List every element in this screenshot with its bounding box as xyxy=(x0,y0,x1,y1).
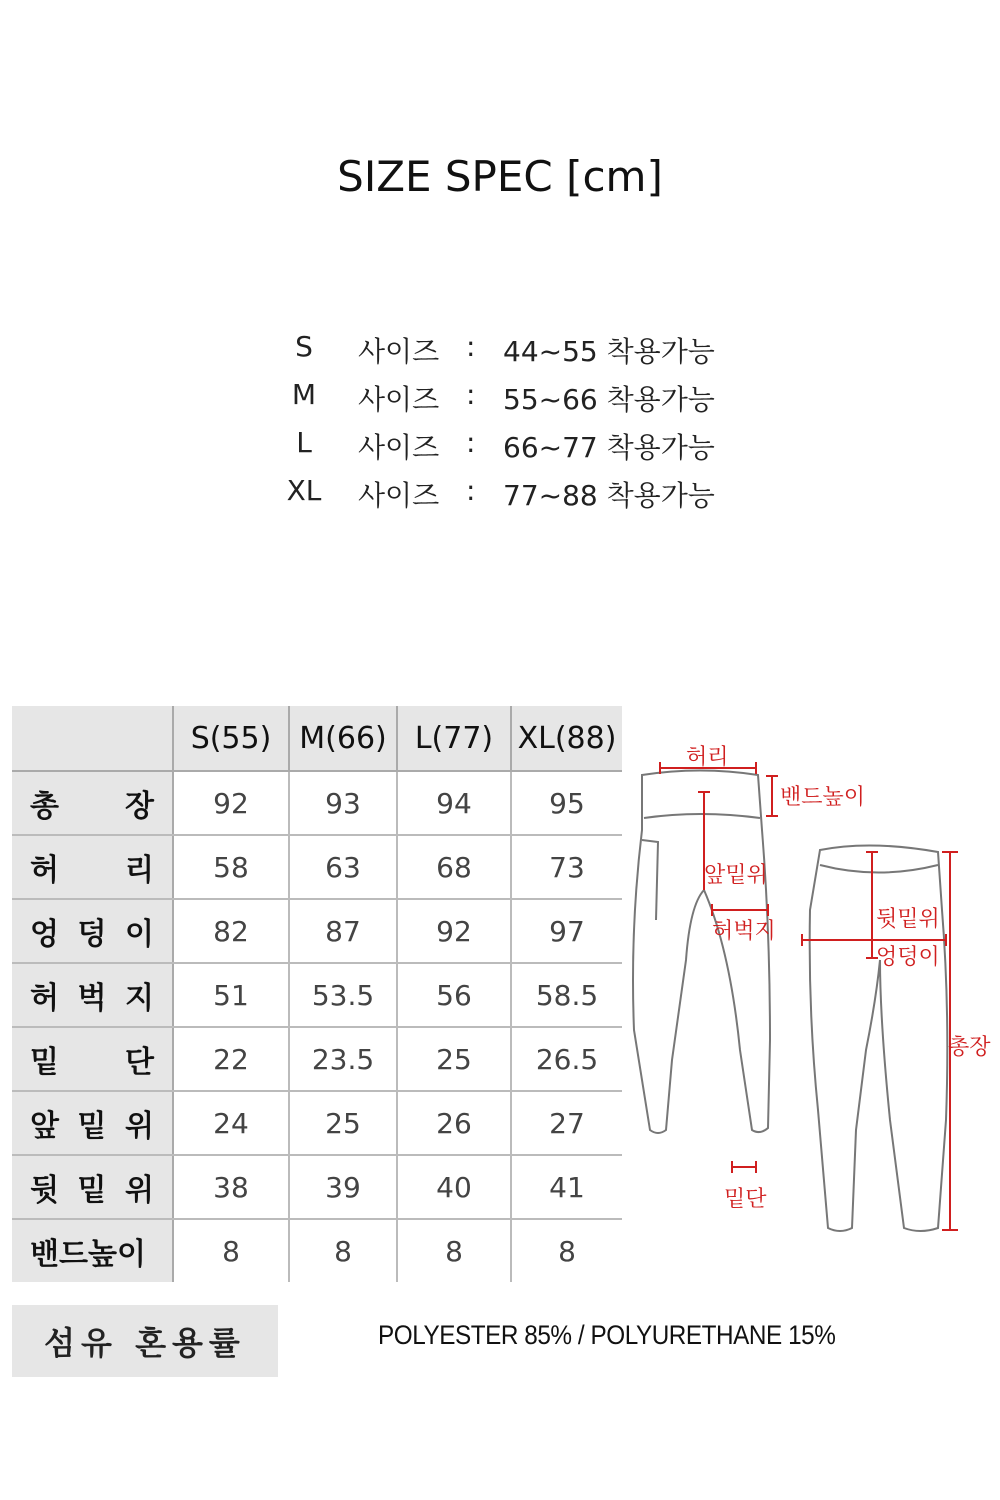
table-row xyxy=(12,1219,622,1282)
row-label: 앞 밑 위 xyxy=(12,1091,173,1155)
column-header: XL(88) xyxy=(511,706,622,771)
table-cell: 58 xyxy=(173,835,289,899)
table-cell: 24 xyxy=(173,1091,289,1155)
fit-range: 55~66 착용가능 xyxy=(503,383,715,416)
table-cell: 39 xyxy=(289,1155,397,1219)
table-cell: 97 xyxy=(511,899,622,963)
table-cell: 23.5 xyxy=(289,1027,397,1091)
fabric-composition-value: POLYESTER 85% / POLYURETHANE 15% xyxy=(378,1320,836,1350)
table-cell: 40 xyxy=(397,1155,511,1219)
table-cell: 56 xyxy=(397,963,511,1027)
row-label: 밴드높이 xyxy=(12,1219,173,1282)
table-cell: 25 xyxy=(289,1091,397,1155)
table-cell: 92 xyxy=(397,899,511,963)
waist-label: 허리 xyxy=(686,745,729,770)
fit-colon: : xyxy=(466,378,476,411)
table-row xyxy=(12,963,622,1027)
total-length-label: 총장 xyxy=(948,1035,991,1060)
fit-size: XL xyxy=(286,474,322,507)
table-row xyxy=(12,1155,622,1219)
table-cell: 73 xyxy=(511,835,622,899)
column-header: L(77) xyxy=(397,706,511,771)
front-pants-outline xyxy=(633,771,770,1134)
table-cell: 87 xyxy=(289,899,397,963)
pants-measurement-diagram xyxy=(620,730,1000,1250)
band-height-label: 밴드높이 xyxy=(780,785,866,810)
table-cell: 92 xyxy=(173,771,289,835)
table-row xyxy=(12,1091,622,1155)
fit-guide-row-l xyxy=(0,426,1000,474)
fit-size: L xyxy=(296,426,312,459)
table-row xyxy=(12,899,622,963)
table-cell: 93 xyxy=(289,771,397,835)
table-cell: 8 xyxy=(289,1219,397,1282)
back-rise-label: 뒷밑위 xyxy=(876,907,940,932)
table-cell: 53.5 xyxy=(289,963,397,1027)
table-header-row xyxy=(12,706,622,771)
table-cell: 58.5 xyxy=(511,963,622,1027)
fit-colon: : xyxy=(466,330,476,363)
row-label: 총 장 xyxy=(12,771,173,835)
table-cell: 41 xyxy=(511,1155,622,1219)
table-row xyxy=(12,1027,622,1091)
front-rise-label: 앞밑위 xyxy=(704,863,768,888)
fit-range: 77~88 착용가능 xyxy=(503,479,715,512)
row-label: 뒷 밑 위 xyxy=(12,1155,173,1219)
fit-size: M xyxy=(291,378,317,411)
fit-guide-row-xl xyxy=(0,474,1000,522)
fit-guide-row-m xyxy=(0,378,1000,426)
table-cell: 27 xyxy=(511,1091,622,1155)
row-label: 허 벅 지 xyxy=(12,963,173,1027)
table-cell: 63 xyxy=(289,835,397,899)
fabric-composition-label: 섬유 혼용률 xyxy=(12,1305,278,1377)
fit-range: 44~55 착용가능 xyxy=(503,335,715,368)
table-cell: 25 xyxy=(397,1027,511,1091)
fit-label: 사이즈 xyxy=(358,479,440,512)
table-cell: 82 xyxy=(173,899,289,963)
table-cell: 95 xyxy=(511,771,622,835)
fit-colon: : xyxy=(466,426,476,459)
fit-label: 사이즈 xyxy=(358,383,440,416)
table-cell: 8 xyxy=(397,1219,511,1282)
thigh-label: 허벅지 xyxy=(712,919,776,944)
table-cell: 26.5 xyxy=(511,1027,622,1091)
table-cell: 8 xyxy=(558,1234,576,1268)
hip-label: 엉덩이 xyxy=(876,945,940,970)
size-spec-table xyxy=(12,706,622,1282)
table-cell: 26 xyxy=(397,1091,511,1155)
fit-range: 66~77 착용가능 xyxy=(503,431,715,464)
fit-label: 사이즈 xyxy=(358,335,440,368)
row-label: 밑 단 xyxy=(12,1027,173,1091)
fit-guide-row-s xyxy=(0,330,1000,378)
column-header: S(55) xyxy=(173,706,289,771)
measurement-lines xyxy=(660,762,958,1230)
table-row xyxy=(12,771,622,835)
column-header: M(66) xyxy=(289,706,397,771)
table-cell: 8 xyxy=(173,1219,289,1282)
row-label: 엉 덩 이 xyxy=(12,899,173,963)
table-row xyxy=(12,835,622,899)
fit-size: S xyxy=(295,330,313,363)
page-title: SIZE SPEC [cm] xyxy=(337,152,663,201)
table-cell: 38 xyxy=(173,1155,289,1219)
fit-colon: : xyxy=(466,474,476,507)
table-corner-cell xyxy=(12,706,173,771)
hem-label: 밑단 xyxy=(724,1187,767,1212)
row-label: 허 리 xyxy=(12,835,173,899)
fit-label: 사이즈 xyxy=(358,431,440,464)
table-cell: 22 xyxy=(173,1027,289,1091)
table-cell: 68 xyxy=(397,835,511,899)
table-cell: 51 xyxy=(173,963,289,1027)
table-cell: 94 xyxy=(397,771,511,835)
